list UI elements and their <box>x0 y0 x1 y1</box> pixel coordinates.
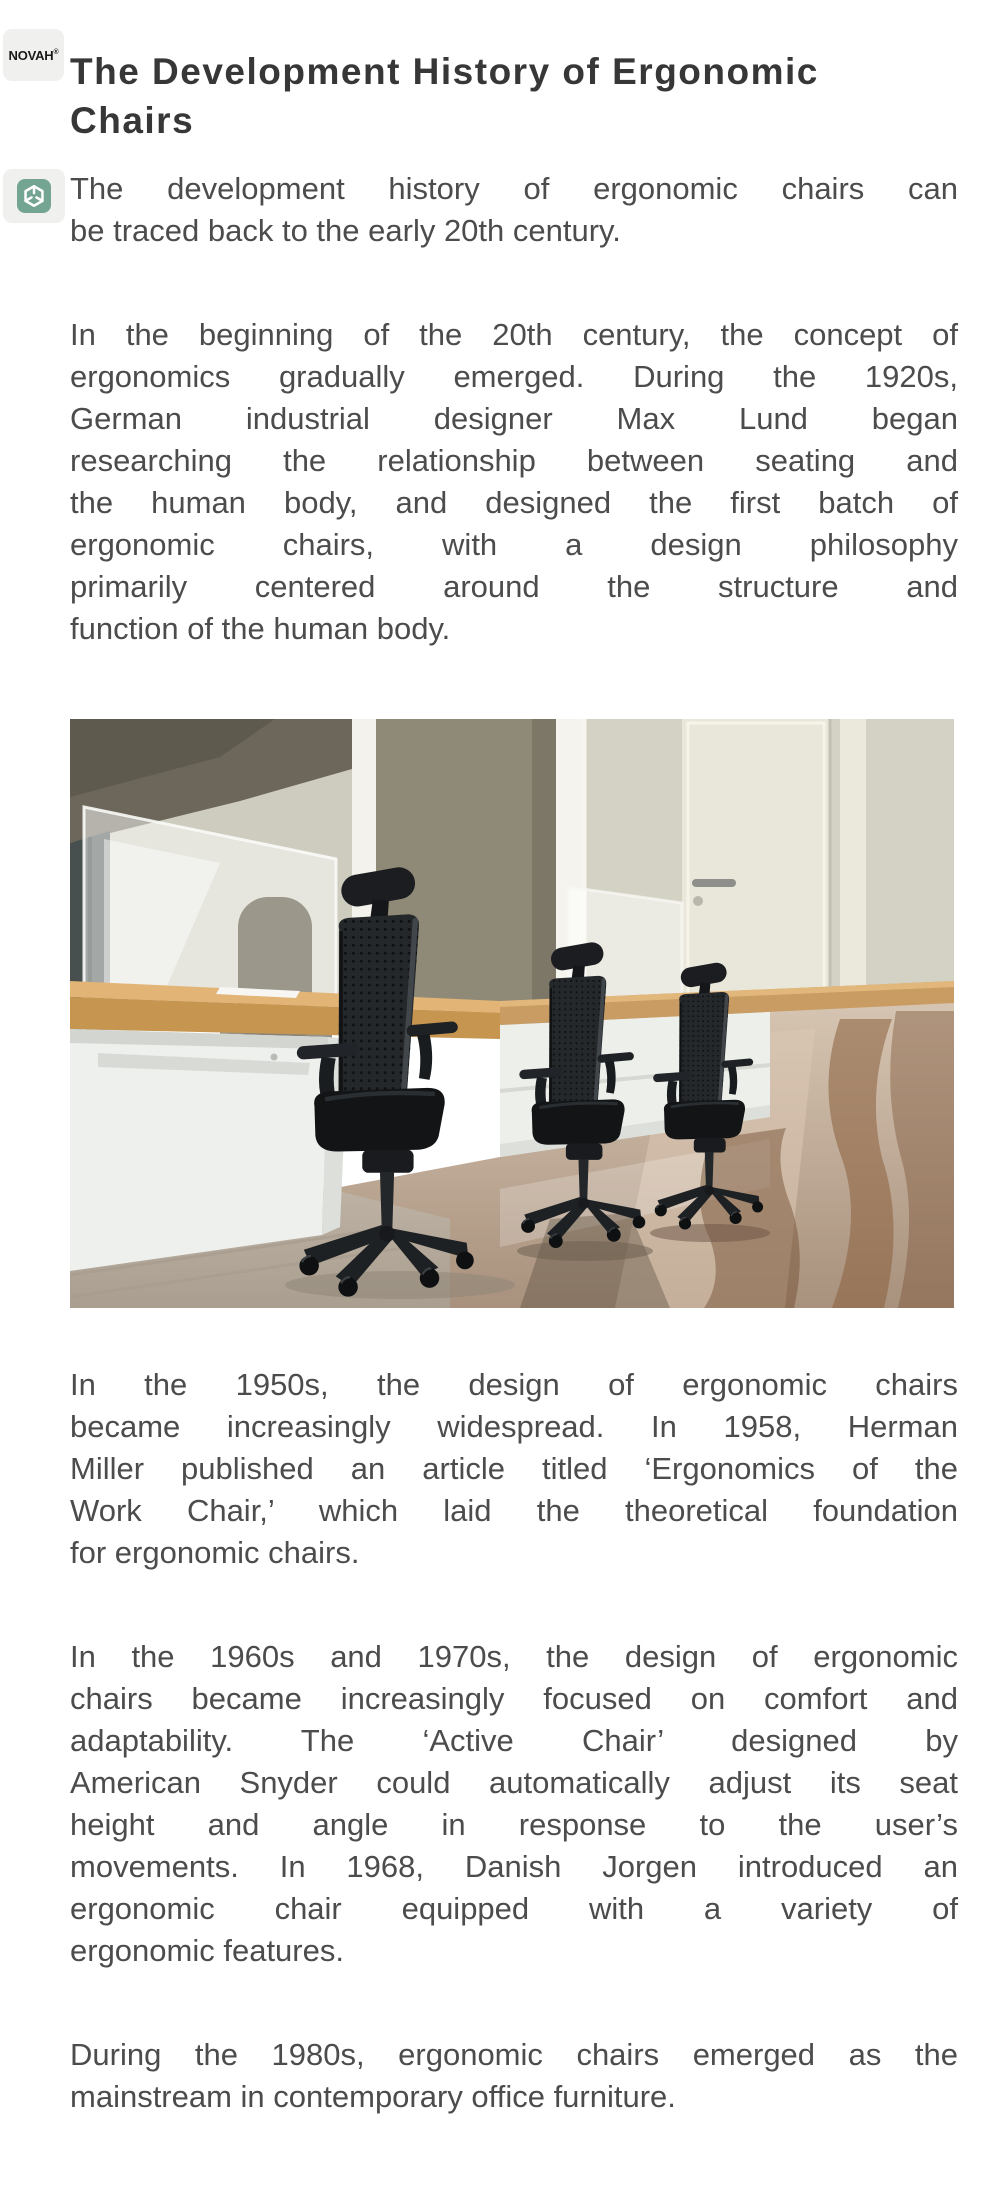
text-line: movements. In 1968, Danish Jorgen introduced an <box>70 1849 958 1884</box>
text-line: In the 1950s, the design of ergonomic chairs <box>70 1367 958 1402</box>
article-bottom-paragraphs <box>70 1364 958 2118</box>
text-line: height and angle in response to the user’s <box>70 1807 958 1842</box>
text-line: German industrial designer Max Lund began <box>70 401 958 436</box>
article-top-paragraphs <box>70 168 958 650</box>
article-body <box>70 168 958 2118</box>
paragraph <box>70 2034 958 2118</box>
office-chairs-photo <box>70 719 954 1308</box>
page-title-line1: The Development History of Ergonomic <box>70 50 819 92</box>
text-line: Work Chair,’ which laid the theoretical foundation <box>70 1493 958 1528</box>
paragraph <box>70 1364 958 1574</box>
text-line: primarily centered around the structure and <box>70 569 958 604</box>
assistant-avatar-tile <box>3 169 65 223</box>
text-line: In the 1960s and 1970s, the design of ergonomic <box>70 1639 958 1674</box>
text-line: In the beginning of the 20th century, the concept of <box>70 317 958 352</box>
paragraph <box>70 1636 958 1972</box>
text-line: function of the human body. <box>70 611 451 646</box>
page-title <box>70 47 960 145</box>
text-line: adaptability. The ‘Active Chair’ designed by <box>70 1723 958 1758</box>
text-line: ergonomic features. <box>70 1933 344 1968</box>
text-line: chairs became increasingly focused on comfort and <box>70 1681 958 1716</box>
text-line: ergonomic chair equipped with a variety of <box>70 1891 958 1926</box>
page-title-line2: Chairs <box>70 99 195 141</box>
paragraph <box>70 168 958 252</box>
text-line: The development history of ergonomic chairs can <box>70 171 958 206</box>
text-line: Miller published an article titled ‘Ergonomics of the <box>70 1451 958 1486</box>
text-line: the human body, and designed the first batch of <box>70 485 958 520</box>
text-line: During the 1980s, ergonomic chairs emerged as the <box>70 2037 958 2072</box>
text-line: American Snyder could automatically adjust its seat <box>70 1765 958 1800</box>
text-line: for ergonomic chairs. <box>70 1535 360 1570</box>
trademark-mark: ® <box>53 48 59 56</box>
text-line: be traced back to the early 20th century. <box>70 213 621 248</box>
text-line: mainstream in contemporary office furniture. <box>70 2079 676 2114</box>
novah-logo <box>3 29 64 81</box>
text-line: researching the relationship between seating and <box>70 443 958 478</box>
paragraph <box>70 314 958 650</box>
text-line: ergonomics gradually emerged. During the 1920s, <box>70 359 958 394</box>
chatgpt-logo-icon <box>17 179 51 213</box>
text-line: became increasingly widespread. In 1958, Herman <box>70 1409 958 1444</box>
novah-logo-text: NOVAH® <box>8 47 59 63</box>
text-line: ergonomic chairs, with a design philosophy <box>70 527 958 562</box>
